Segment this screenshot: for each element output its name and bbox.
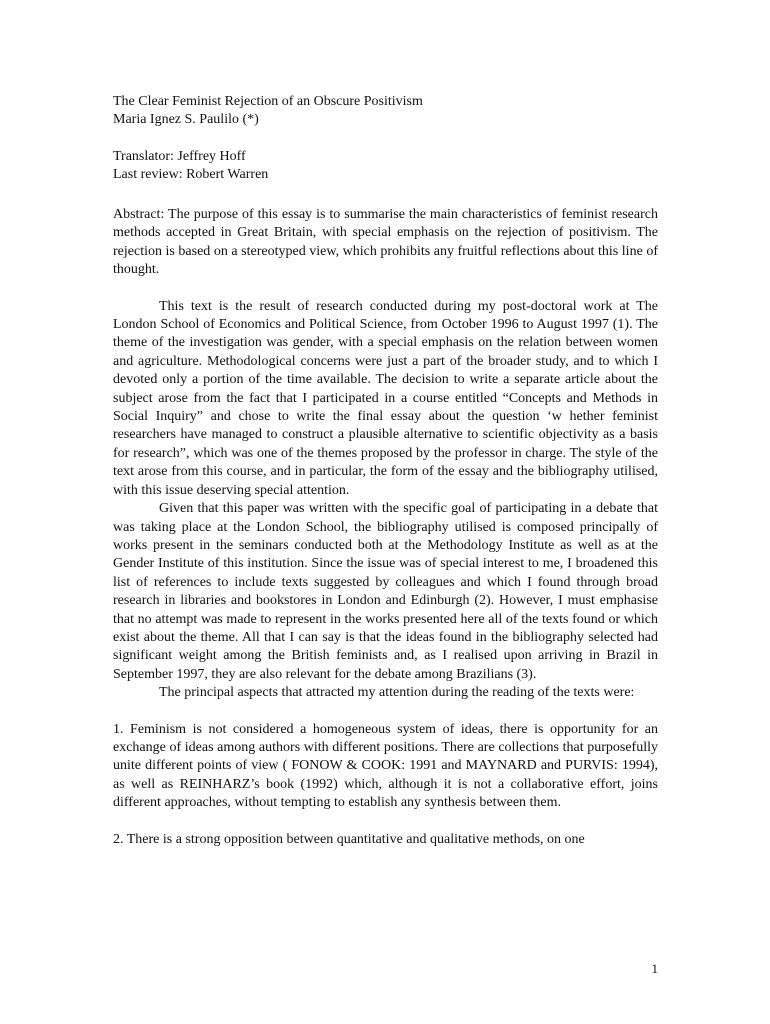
document-author: Maria Ignez S. Paulilo (*)	[113, 112, 259, 128]
header-spacer	[113, 130, 659, 148]
document-body	[113, 206, 658, 849]
body-paragraph: Given that this paper was written with the specific goal of participating in a debate that was taking place at the London School, the bibliography utilised is composed principally of works present in the seminars conducted both at the Methodology Institute as well as at the Gender Institute of this institution. Since the issue was of special interest to me, I broadened this list of references to include texts suggested by colleagues and which I found through broad research in libraries and bookstores in London and Edinburgh (2). However, I must emphasise that no attempt was made to represent in the works presented here all of the texts found or which exist about the theme. All that I can say is that the ideas found in the bibliography selected had significant weight among the British feminists and, as I realised upon arriving in Brazil in September 1997, they are also relevant for the debate among Brazilians (3).	[113, 501, 658, 682]
list-item: 2. There is a strong opposition between quantitative and qualitative methods, on one	[113, 831, 585, 847]
document-header	[113, 93, 659, 185]
body-paragraph: This text is the result of research conducted during my post-doctoral work at The London School of Economics and Political Science, from October 1996 to August 1997 (1). The theme of the investigation was gender, with a special emphasis on the relation between women and agriculture. Methodological concerns were just a part of the broader study, and to which I devoted only a portion of the time available. The decision to write a separate article about the subject arose from the fact that I participated in a course entitled “Concepts and Methods in Social Inquiry” and chose to write the final essay about the question ‘w hether feminist researchers have managed to construct a plausible alternative to scientific objectivity as a basis for research”, which was one of the themes proposed by the professor in charge. The style of the text arose from this course, and in particular, the form of the essay and the bibliography utilised, with this issue deserving special attention.	[113, 298, 658, 498]
page-number: 1	[651, 961, 658, 976]
document-title: The Clear Feminist Rejection of an Obscure Positivism	[113, 94, 423, 109]
body-paragraph: The principal aspects that attracted my attention during the reading of the texts were:	[159, 685, 635, 701]
abstract-paragraph: Abstract: The purpose of this essay is to summarise the main characteristics of feminist research methods accepted in Great Britain, with special emphasis on the rejection of positivism. The rejection is based on a stereotyped view, which prohibits any fruitful reflections about this line of thought.	[113, 207, 658, 278]
translator-line: Translator: Jeffrey Hoff	[113, 148, 246, 164]
list-item: 1. Feminism is not considered a homogeneous system of ideas, there is opportunity for an exchange of ideas among authors with different positions. There are collections that purposefully unite different points of view ( FONOW & COOK: 1991 and MAYNARD and PURVIS: 1994), as well as REINHARZ’s book (1992) which, although it is not a collaborative effort, joins different approaches, without tempting to establish any synthesis between them.	[113, 721, 658, 811]
review-line: Last review: Robert Warren	[113, 167, 269, 183]
